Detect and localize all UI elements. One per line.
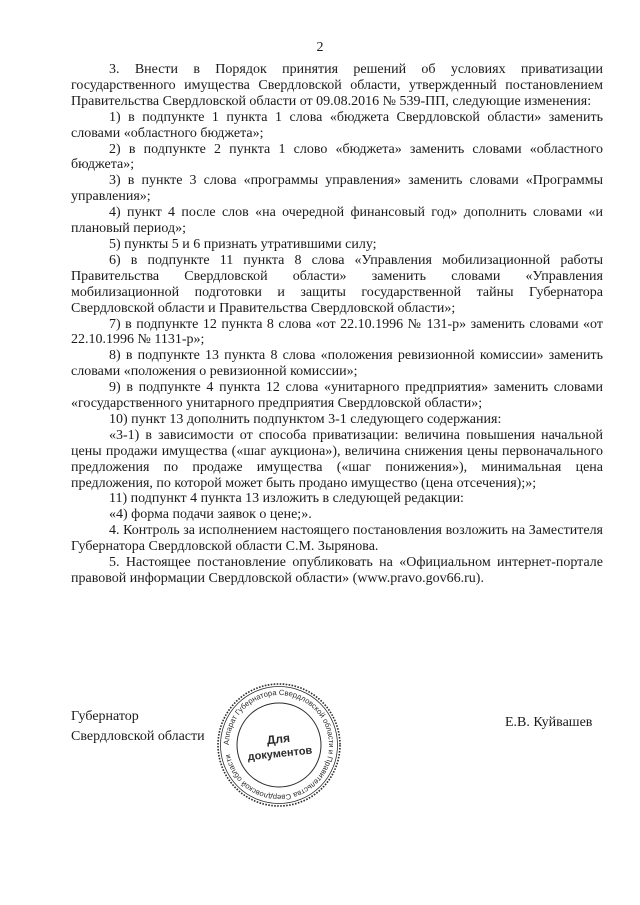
paragraph-4: 4. Контроль за исполнением настоящего постановления возложить на Заместителя Губернатора Свердловской области С.М. Зырянова. xyxy=(71,523,603,555)
seal-center-line2: документов xyxy=(247,744,313,764)
paragraph-5: 5. Настоящее постановление опубликовать на «Официальном интернет-портале правовой информации Свердловской области» (www.pravo.gov66.ru). xyxy=(71,555,603,586)
paragraph-3-2: 2) в подпункте 2 пункта 1 слово «бюджета» заменить словами «областного бюджета»; xyxy=(71,141,603,173)
paragraph-3-3: 3) в пункте 3 слова «программы управления» заменить словами «Программы управления»; xyxy=(71,173,603,205)
official-seal-stamp xyxy=(215,681,343,809)
signatory-title xyxy=(71,707,205,747)
paragraph-3-10-quote: «3-1) в зависимости от способа приватизации: величина повышения начальной цены продажи имущества («шаг аукциона»), величина снижения цены первоначального предложения по продаже имущества («шаг понижения»), минимальная цена предложения, по которой может быть продано имущество (цена отсечения);»; xyxy=(71,427,603,491)
paragraph-3-6: 6) в подпункте 11 пункта 8 слова «Управления мобилизационной работы Правительства Свердловской области» заменить словами «Управления мобилизационной подготовки и защиты государственной тайны Губернатора Свердловской области и Правительства Свердловской области»; xyxy=(71,252,603,316)
paragraph-3-8: 8) в подпункте 13 пункта 8 слова «положения ревизионной комиссии» заменить словами «положения о ревизионной комиссии»; xyxy=(71,348,603,380)
signatory-title-line2: Свердловской области xyxy=(71,729,205,744)
signatory-name: Е.В. Куйвашев xyxy=(505,715,593,730)
paragraph-3-10: 10) пункт 13 дополнить подпунктом 3-1 следующего содержания: xyxy=(109,411,502,427)
paragraph-3: 3. Внести в Порядок принятия решений об условиях приватизации государственного имущества Свердловской области, утвержденный постановлением Правительства Свердловской области от 09.08.2016 № 539-ПП, следующие изменения: xyxy=(71,62,603,109)
seal-ring-text: Аппарат Губернатора Свердловской области и Правительства Свердловской области xyxy=(221,687,337,803)
paragraph-3-1: 1) в подпункте 1 пункта 1 слова «бюджета Свердловской области» заменить словами «областного бюджета»; xyxy=(71,109,603,141)
seal-center-line1: Для xyxy=(266,730,291,748)
document-body xyxy=(71,62,603,587)
paragraph-3-11: 11) подпункт 4 пункта 13 изложить в следующей редакции: xyxy=(109,491,464,507)
paragraph-3-11-quote: «4) форма подачи заявок о цене;». xyxy=(109,507,312,523)
paragraph-3-9: 9) в подпункте 4 пункта 12 слова «унитарного предприятия» заменить словами «государственного унитарного предприятия Свердловской области»; xyxy=(71,380,603,412)
paragraph-3-5: 5) пункты 5 и 6 признать утратившими силу; xyxy=(109,236,377,252)
page-number: 2 xyxy=(316,40,324,55)
signatory-title-line1: Губернатор xyxy=(71,709,139,724)
paragraph-3-7: 7) в подпункте 12 пункта 8 слова «от 22.10.1996 № 131-р» заменить словами «от 22.10.1996 № 1131-р»; xyxy=(71,316,603,348)
paragraph-3-4: 4) пункт 4 после слов «на очередной финансовый год» дополнить словами «и плановый период»; xyxy=(71,205,603,237)
